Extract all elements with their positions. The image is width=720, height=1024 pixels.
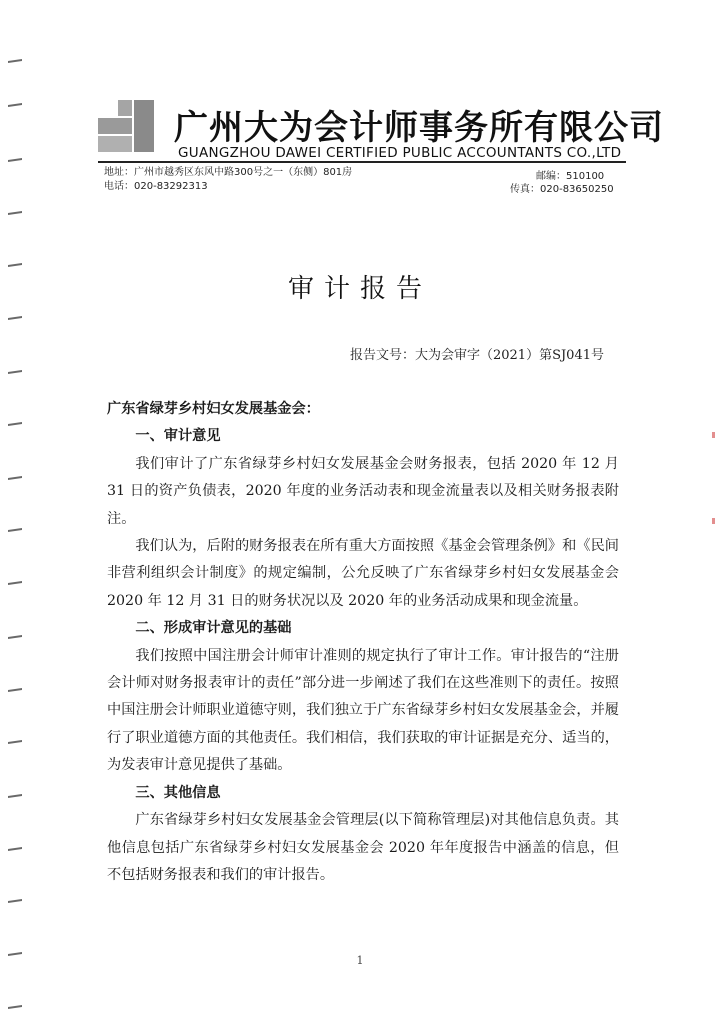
company-postcode: 邮编：510100 (536, 171, 605, 182)
scan-speck (712, 432, 715, 438)
report-title: 审计报告 (287, 274, 432, 304)
section-heading-other-information: 三、其他信息 (135, 784, 221, 801)
binder-mark (8, 740, 22, 744)
binder-mark (8, 899, 22, 903)
paragraph: 我们按照中国注册会计师审计准则的规定执行了审计工作。审计报告的“注册会计师对财务报表审计的责任”部分进一步阐述了我们在这些准则下的责任。按照中国注册会计师职业道德守则，我们独立于广东省绿芽乡村妇女发展基金会，并履行了职业道德方面的其他责任。我们相信，我们获取的审计证据是充分、适当的，为发表审计意见提供了基础。 (107, 647, 619, 774)
binder-mark (8, 688, 22, 692)
report-body (107, 396, 619, 889)
binder-mark (8, 316, 22, 320)
binder-mark (8, 158, 22, 162)
binder-mark (8, 635, 22, 639)
paragraph: 我们审计了广东省绿芽乡村妇女发展基金会财务报表，包括 2020 年 12 月31 日的资产负债表，2020 年度的业务活动表和现金流量表以及相关财务报表附注。 (107, 455, 619, 527)
report-doc-number: 报告文号：大为会审字（2021）第SJ041号 (349, 348, 604, 363)
paragraph: 我们认为，后附的财务报表在所有重大方面按照《基金会管理条例》和《民间非营利组织会计制度》的规定编制，公允反映了广东省绿芽乡村妇女发展基金会 2020 年 12 月 31 日的财务状况以及 2020 年的业务活动成果和现金流量。 (107, 538, 619, 609)
section-heading-basis-for-opinion: 二、形成审计意见的基础 (135, 620, 292, 637)
binder-mark (8, 528, 22, 532)
binder-mark (8, 581, 22, 585)
binder-mark (8, 794, 22, 798)
binder-mark (8, 422, 22, 426)
binder-mark (8, 476, 22, 480)
company-name-en: GUANGZHOU DAWEI CERTIFIED PUBLIC ACCOUNTANTS CO.,LTD (178, 145, 622, 161)
company-fax: 传真：020-83650250 (510, 184, 614, 195)
company-phone: 电话：020-83292313 (104, 181, 208, 192)
company-address: 地址：广州市越秀区东风中路300号之一（东侧）801房 (104, 167, 353, 178)
binder-mark (8, 59, 22, 63)
page-number: 1 (356, 954, 364, 967)
binder-mark (8, 103, 22, 107)
company-logo-icon (98, 100, 160, 152)
paragraph: 广东省绿芽乡村妇女发展基金会管理层(以下简称管理层)对其他信息负责。其他信息包括广东省绿芽乡村妇女发展基金会 2020 年年度报告中涵盖的信息，但不包括财务报表和我们的审计报告。 (107, 812, 619, 883)
binder-mark (8, 370, 22, 374)
addressee: 广东省绿芽乡村妇女发展基金会： (107, 401, 320, 417)
company-name-cn: 广州大为会计师事务所有限公司 (174, 108, 664, 148)
scan-speck (712, 518, 715, 524)
section-heading-audit-opinion: 一、审计意见 (135, 428, 221, 445)
binder-mark (8, 263, 22, 267)
binder-mark (8, 1005, 22, 1009)
binder-mark (8, 847, 22, 851)
binder-mark (8, 211, 22, 215)
